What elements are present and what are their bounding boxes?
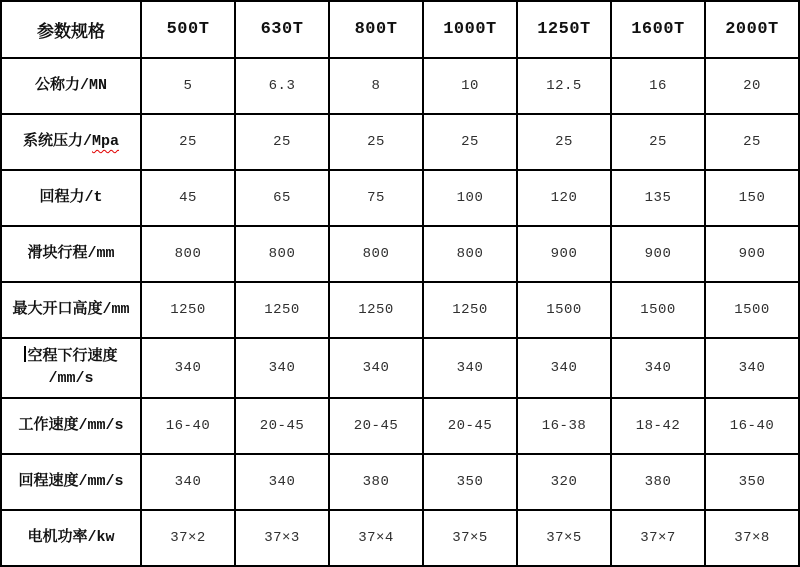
value-cell: 340 [329,338,423,398]
table-row [1,170,799,226]
value-cell: 800 [141,226,235,282]
value-cell: 380 [329,454,423,510]
value-cell: 1250 [235,282,329,338]
value-cell: 380 [611,454,705,510]
value-cell: 1500 [517,282,611,338]
value-cell: 25 [423,114,517,170]
value-cell: 25 [705,114,799,170]
row-label-text: 系统压力/ [22,133,92,151]
value-cell: 120 [517,170,611,226]
column-header: 800T [329,1,423,58]
value-cell: 800 [423,226,517,282]
value-cell: 100 [423,170,517,226]
value-cell: 900 [517,226,611,282]
value-cell: 800 [329,226,423,282]
value-cell: 340 [705,338,799,398]
row-label-unit: /mm/s [48,370,94,387]
row-label-text: 公称力/MN [34,77,107,95]
row-label-cell [1,226,141,282]
value-cell: 25 [517,114,611,170]
value-cell: 37×5 [517,510,611,566]
value-cell: 900 [705,226,799,282]
value-cell: 25 [235,114,329,170]
table-row [1,338,799,398]
row-label-cell [1,454,141,510]
value-cell: 340 [611,338,705,398]
table-row [1,454,799,510]
row-label-cell [1,170,141,226]
row-label-text: 空程下行速度 [27,348,118,366]
value-cell: 16-38 [517,398,611,454]
row-label-cell [1,338,141,398]
value-cell: 37×5 [423,510,517,566]
spellcheck-underlined-text: Mpa [92,133,120,151]
value-cell: 37×7 [611,510,705,566]
value-cell: 1500 [705,282,799,338]
value-cell: 800 [235,226,329,282]
value-cell: 900 [611,226,705,282]
value-cell: 37×4 [329,510,423,566]
row-label-cell [1,510,141,566]
column-header: 1000T [423,1,517,58]
table-row [1,58,799,114]
value-cell: 340 [235,338,329,398]
value-cell: 1500 [611,282,705,338]
value-cell: 1250 [329,282,423,338]
header-row [1,1,799,58]
value-cell: 20-45 [235,398,329,454]
column-header: 500T [141,1,235,58]
value-cell: 25 [611,114,705,170]
value-cell: 75 [329,170,423,226]
value-cell: 25 [141,114,235,170]
table-row [1,226,799,282]
value-cell: 37×2 [141,510,235,566]
value-cell: 350 [423,454,517,510]
value-cell: 340 [423,338,517,398]
value-cell: 20-45 [329,398,423,454]
row-label-text: 回程速度/mm/s [18,473,124,491]
row-label-text: 滑块行程/mm [27,245,115,263]
value-cell: 37×8 [705,510,799,566]
value-cell: 45 [141,170,235,226]
value-cell: 320 [517,454,611,510]
row-label-text: 工作速度/mm/s [18,417,124,435]
value-cell: 340 [141,454,235,510]
row-label-cell [1,58,141,114]
table-body [1,58,799,566]
row-label-cell [1,114,141,170]
value-cell: 340 [235,454,329,510]
column-header: 630T [235,1,329,58]
value-cell: 340 [517,338,611,398]
column-header: 1250T [517,1,611,58]
row-label-text: 最大开口高度/mm [12,301,130,319]
value-cell: 37×3 [235,510,329,566]
value-cell: 5 [141,58,235,114]
row-label-cell [1,282,141,338]
value-cell: 10 [423,58,517,114]
value-cell: 8 [329,58,423,114]
value-cell: 20-45 [423,398,517,454]
value-cell: 150 [705,170,799,226]
row-label-text: 回程力/t [39,189,103,207]
table-row [1,398,799,454]
value-cell: 25 [329,114,423,170]
value-cell: 16 [611,58,705,114]
column-header: 2000T [705,1,799,58]
value-cell: 18-42 [611,398,705,454]
value-cell: 65 [235,170,329,226]
table-row [1,510,799,566]
column-header: 1600T [611,1,705,58]
value-cell: 1250 [423,282,517,338]
value-cell: 1250 [141,282,235,338]
table-row [1,282,799,338]
table-corner-header: 参数规格 [1,1,141,58]
value-cell: 6.3 [235,58,329,114]
row-label-text: 电机功率/kw [27,529,115,547]
value-cell: 340 [141,338,235,398]
table-row [1,114,799,170]
value-cell: 350 [705,454,799,510]
value-cell: 12.5 [517,58,611,114]
value-cell: 135 [611,170,705,226]
value-cell: 20 [705,58,799,114]
value-cell: 16-40 [705,398,799,454]
row-label-cell [1,398,141,454]
value-cell: 16-40 [141,398,235,454]
